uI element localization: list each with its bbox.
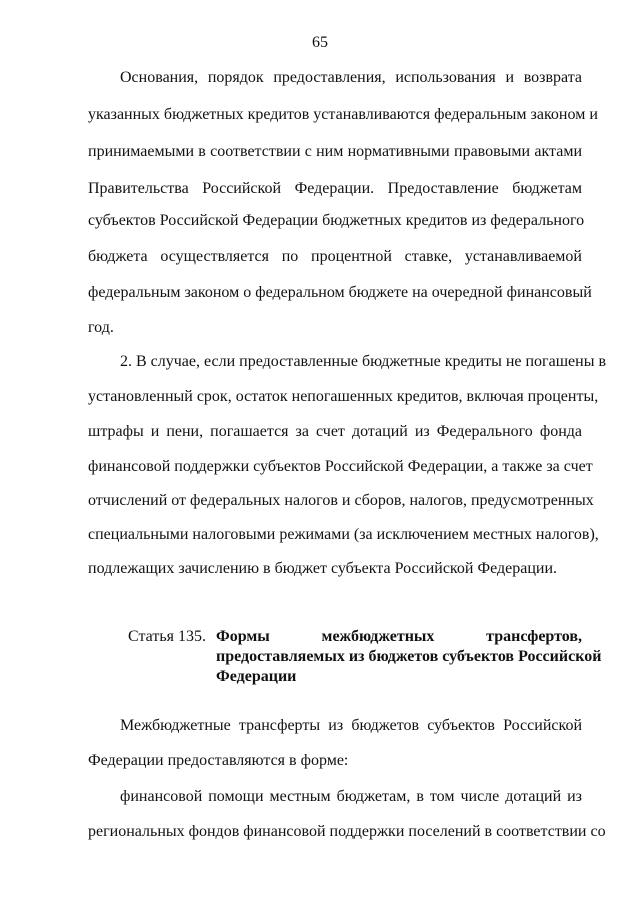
- article-title: [216, 627, 602, 687]
- text-line: установленный срок, остаток непогашенных кредитов, включая проценты,: [88, 388, 599, 405]
- text-line: федеральным законом о федеральном бюджете на очередной финансовый: [88, 284, 592, 301]
- text-line: указанных бюджетных кредитов устанавливаются федеральным законом и: [88, 106, 598, 123]
- text-line: отчислений от федеральных налогов и сборов, налогов, предусмотренных: [88, 492, 594, 509]
- text-line: финансовой помощи местным бюджетам, в том числе дотаций из: [120, 788, 582, 805]
- text-line: субъектов Российской Федерации бюджетных кредитов из федерального: [88, 212, 585, 229]
- article-title-line: Федерации: [216, 668, 297, 685]
- text-line: региональных фондов финансовой поддержки поселений в соответствии со: [88, 823, 606, 840]
- article-title-line: предоставляемых из бюджетов субъектов Российской: [216, 648, 602, 665]
- text-line: Межбюджетные трансферты из бюджетов субъектов Российской: [120, 717, 582, 734]
- article-title-line: Формы межбюджетных трансфертов,: [216, 628, 582, 645]
- text-line: штрафы и пени, погашается за счет дотаций из Федерального фонда: [88, 423, 582, 440]
- text-line: финансовой поддержки субъектов Российской Федерации, а также за счет: [88, 458, 593, 475]
- text-line: подлежащих зачислению в бюджет субъекта Российской Федерации.: [88, 560, 557, 577]
- text-line: специальными налоговыми режимами (за исключением местных налогов),: [88, 526, 599, 543]
- text-line: год.: [88, 319, 114, 336]
- text-line: Правительства Российской Федерации. Предоставление бюджетам: [88, 180, 582, 197]
- text-line: 2. В случае, если предоставленные бюджетные кредиты не погашены в: [120, 353, 607, 370]
- text-line: принимаемыми в соответствии с ним нормативными правовыми актами: [88, 143, 582, 160]
- text-line: бюджета осуществляется по процентной ставке, устанавливаемой: [88, 248, 582, 265]
- article-label: Статья 135.: [128, 628, 206, 645]
- page-number: 65: [312, 34, 328, 51]
- text-line: Основания, порядок предоставления, использования и возврата: [120, 69, 582, 86]
- text-line: Федерации предоставляются в форме:: [88, 752, 349, 769]
